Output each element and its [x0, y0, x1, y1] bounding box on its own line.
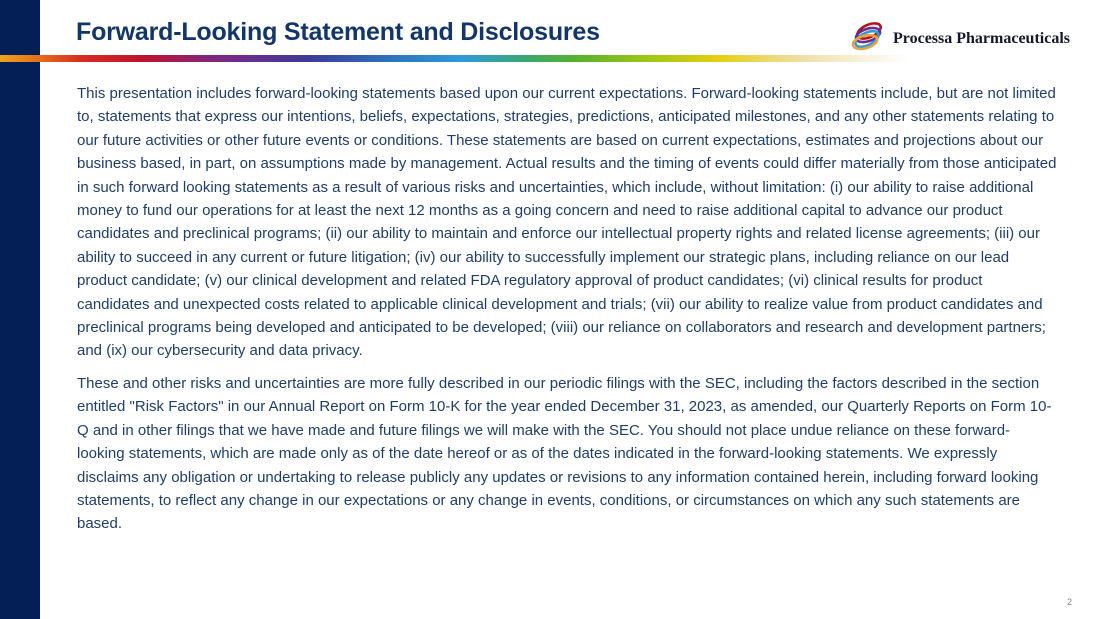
- swirl-ellipses-logo-icon: [849, 17, 887, 60]
- disclosure-paragraph: This presentation includes forward-looking statements based upon our current expectations. Forward-looking statements include, but are not limited to, statements that express our intentions, beliefs, expectations, strategies, predictions, anticipated milestones, and any other statements relating to our future activities or other future events or conditions. These statements are based on current expectations, estimates and projections about our business based, in part, on assumptions made by management. Actual results and the timing of events could differ materially from those anticipated in such forward looking statements as a result of various risks and uncertainties, which include, without limitation: (i) our ability to raise additional money to fund our operations for at least the next 12 months as a going concern and need to raise additional capital to advance our product candidates and preclinical programs; (ii) our ability to maintain and enforce our intellectual property rights and related license agreements; (iii) our ability to succeed in any current or future litigation; (iv) our ability to successfully implement our strategic plans, including reliance on our lead product candidate; (v) our clinical development and related FDA regulatory approval of product candidates; (vi) clinical results for product candidates and unexpected costs related to applicable clinical development and trials; (vii) our ability to realize value from product candidates and preclinical programs being developed and anticipated to be developed; (viii) our reliance on collaborators and research and development partners; and (ix) our cybersecurity and data privacy.: [77, 85, 1057, 360]
- page-number: 2: [1066, 597, 1072, 607]
- rainbow-divider: [0, 55, 910, 62]
- disclosure-text: [77, 82, 1057, 545]
- disclosure-paragraph: These and other risks and uncertainties are more fully described in our periodic filings with the SEC, including the factors described in the section entitled "Risk Factors" in our Annual Report on Form 10-K for the year ended December 31, 2023, as amended, our Quarterly Reports on Form 10-Q and in other filings that we have made and future filings we will make with the SEC. You should not place undue reliance on these forward-looking statements, which are made only as of the date hereof or as of the dates indicated in the forward-looking statements. We expressly disclaims any obligation or undertaking to release publicly any updates or revisions to any information contained herein, including forward looking statements, to reflect any change in our expectations or any change in events, conditions, or circumstances on which any such statements are based.: [77, 374, 1052, 533]
- header: [76, 18, 600, 47]
- company-name: Processa Pharmaceuticals: [893, 29, 1070, 47]
- page-title: Forward-Looking Statement and Disclosures: [76, 18, 600, 46]
- left-navy-strip: [0, 0, 40, 619]
- company-logo: [849, 17, 1070, 60]
